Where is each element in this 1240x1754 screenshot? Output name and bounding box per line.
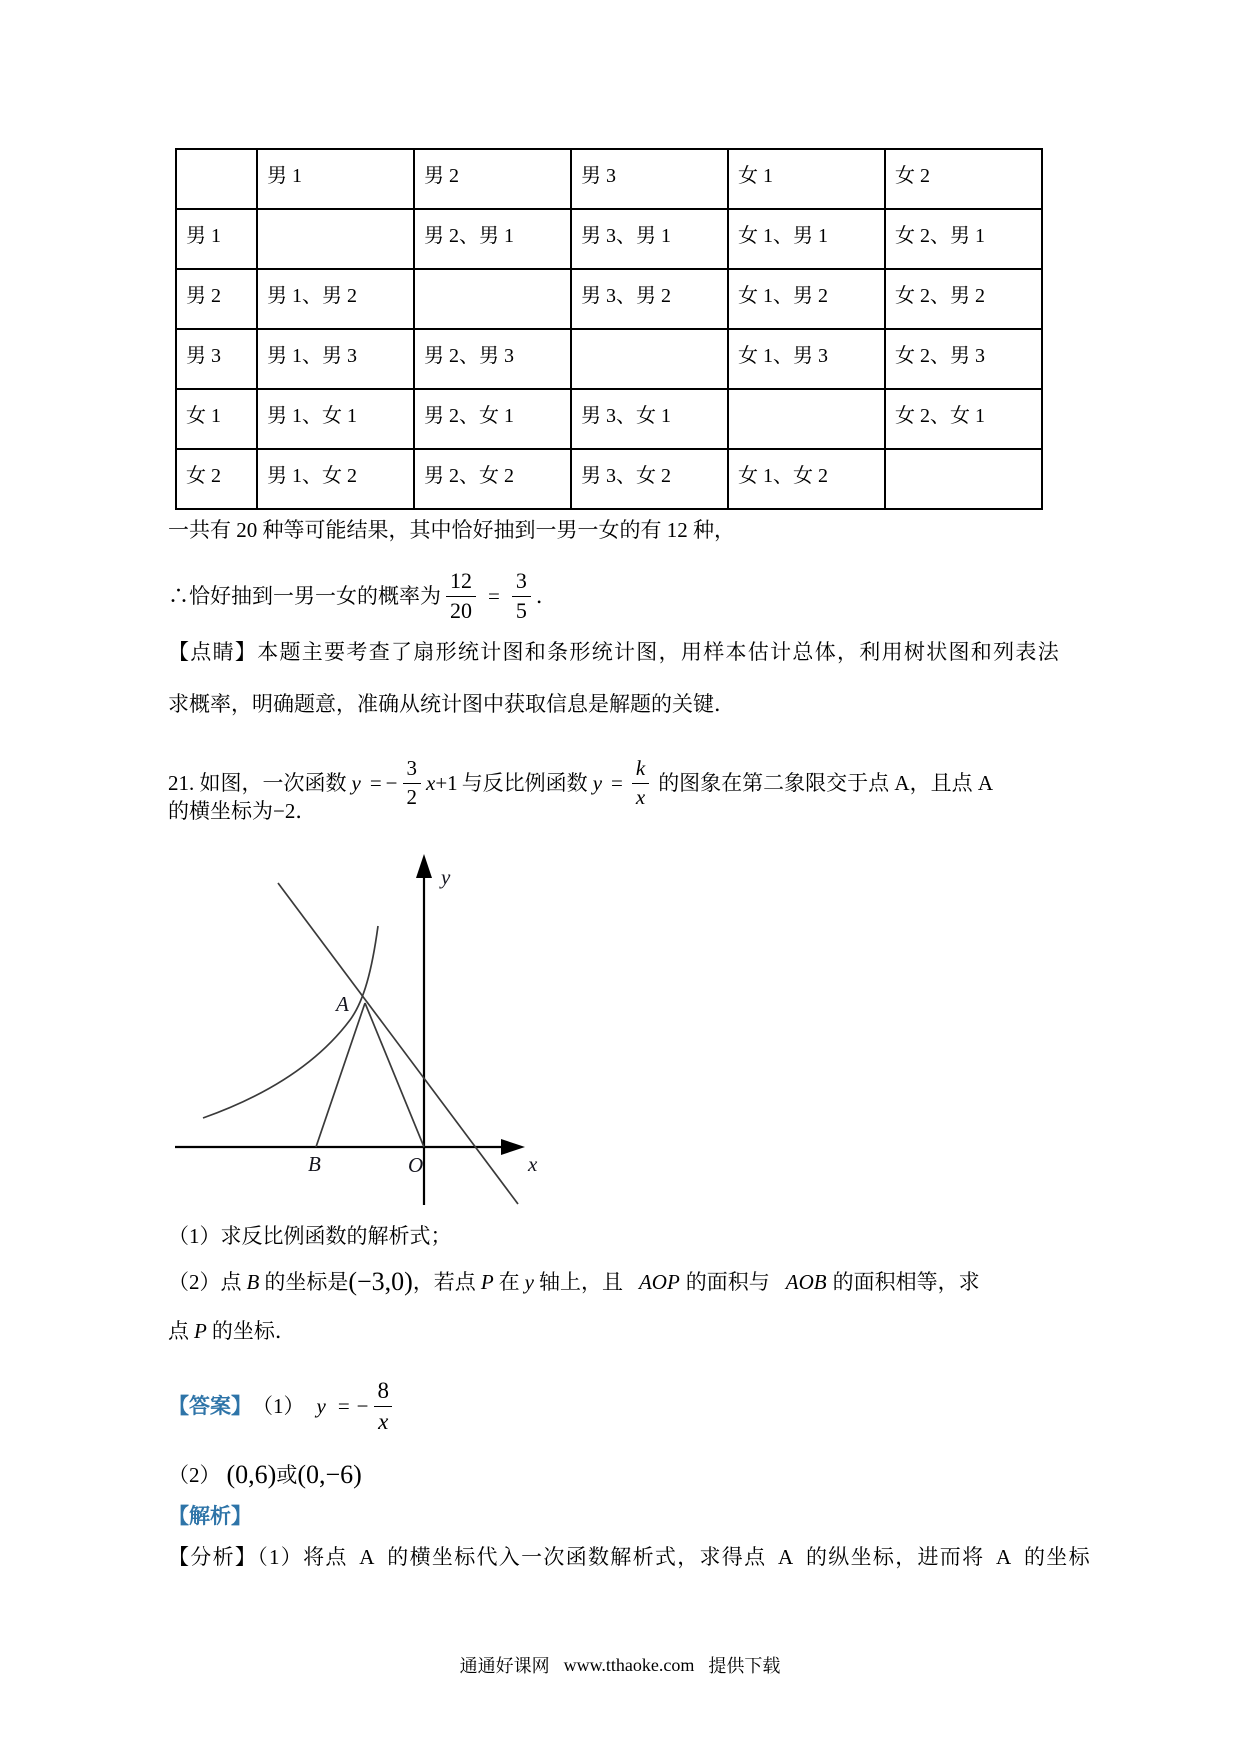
question-1: （1）求反比例函数的解析式； — [168, 1224, 452, 1248]
table-cell: 女 1、男 2 — [728, 269, 885, 329]
table-cell — [571, 329, 728, 389]
analysis-text: 的横坐标代入一次函数解析式，求得点 — [387, 1545, 767, 1569]
table-cell: 男 1、男 2 — [257, 269, 414, 329]
page-footer — [0, 1652, 1240, 1678]
suffix-text: 的图象在第二象限交于点 A，且点 A — [658, 771, 994, 795]
fraction-8-x — [374, 1378, 394, 1435]
or-text: 或 — [276, 1463, 298, 1487]
fraction-numerator: 3 — [406, 755, 418, 780]
fraction-numerator: 12 — [450, 567, 472, 593]
math-A: A — [359, 1545, 376, 1569]
point-B-label: B — [308, 1152, 321, 1176]
math-AOB: AOB — [785, 1270, 827, 1294]
y-axis-arrow-icon — [416, 854, 432, 878]
minus-sign: − — [356, 1394, 369, 1418]
fraction-k-x — [632, 757, 649, 809]
fraction-denominator: 20 — [446, 596, 476, 624]
q2-text: 点 — [168, 1319, 189, 1343]
period: ． — [535, 584, 557, 608]
table-cell — [176, 149, 257, 209]
function-graph — [165, 850, 557, 1221]
problem-21-line-2: 的横坐标为−2． — [168, 799, 317, 823]
table-cell: 男 3、女 1 — [571, 389, 728, 449]
segment-AO — [365, 1003, 424, 1147]
table-cell: 女 1 — [176, 389, 257, 449]
table-cell — [257, 209, 414, 269]
table-cell: 女 2 — [885, 149, 1042, 209]
fraction-denominator: 5 — [512, 596, 531, 624]
q2-text: 的坐标是 — [264, 1270, 349, 1294]
table-cell: 女 1、女 2 — [728, 449, 885, 509]
fraction-3-5 — [512, 569, 531, 623]
q2-text: ，若点 — [412, 1270, 476, 1294]
table-cell: 男 1 — [257, 149, 414, 209]
table-cell: 女 2 — [176, 449, 257, 509]
q2-text: 的坐标． — [211, 1319, 296, 1343]
table-cell: 男 3 — [176, 329, 257, 389]
equals-sign: = — [337, 1394, 350, 1418]
plus-one: +1 — [435, 771, 458, 795]
table-cell: 女 2、男 1 — [885, 209, 1042, 269]
hyperbola-curve — [203, 926, 378, 1118]
answer-item-number: （2） — [168, 1463, 221, 1487]
equals-sign: = — [369, 771, 382, 795]
fraction-3-2 — [403, 757, 422, 809]
table-cell: 女 1、男 3 — [728, 329, 885, 389]
table-cell: 女 1 — [728, 149, 885, 209]
answer-item-number: （1） — [252, 1394, 305, 1418]
segment-BA — [316, 1003, 365, 1147]
count-summary: 一共有 20 种等可能结果，其中恰好抽到一男一女的有 12 种， — [168, 518, 735, 542]
table-cell: 男 3 — [571, 149, 728, 209]
equals-sign: = — [611, 771, 623, 795]
analysis-text: 的纵坐标，进而将 — [806, 1545, 985, 1569]
mid-text: 与反比例函数 — [461, 771, 588, 795]
therefore-text: ∴恰好抽到一男一女的概率为 — [168, 584, 441, 608]
table-cell: 女 2、男 3 — [885, 329, 1042, 389]
table-row — [176, 209, 1042, 269]
equals-sign: = — [488, 584, 500, 608]
table-cell: 男 1、男 3 — [257, 329, 414, 389]
table-cell — [728, 389, 885, 449]
y-axis-label: y — [441, 865, 451, 889]
math-x: x — [426, 771, 436, 795]
table-header-row — [176, 149, 1042, 209]
math-y: y — [316, 1394, 326, 1418]
x-axis-arrow-icon — [501, 1139, 525, 1155]
table-cell: 男 2、男 3 — [414, 329, 571, 389]
table-cell — [414, 269, 571, 329]
note-line-1: 【点睛】本题主要考查了扇形统计图和条形统计图，用样本估计总体，利用树状图和列表法 — [168, 640, 1060, 664]
footer-suffix: 提供下载 — [708, 1656, 781, 1676]
table-cell: 男 2、女 1 — [414, 389, 571, 449]
math-y: y — [592, 771, 603, 795]
x-axis-label: x — [528, 1152, 538, 1176]
table-cell: 女 1、男 1 — [728, 209, 885, 269]
table-row — [176, 449, 1042, 509]
table-cell: 男 2 — [414, 149, 571, 209]
answer-label: 【答案】 — [168, 1394, 252, 1418]
question-2 — [168, 1260, 980, 1304]
note-line-2: 求概率，明确题意，准确从统计图中获取信息是解题的关键． — [168, 692, 735, 716]
table-cell: 女 2、女 1 — [885, 389, 1042, 449]
table-row — [176, 269, 1042, 329]
minus-sign: − — [385, 771, 398, 795]
table-cell: 男 1 — [176, 209, 257, 269]
table-cell: 女 2、男 2 — [885, 269, 1042, 329]
table-cell: 男 3、男 2 — [571, 269, 728, 329]
q2-text: （2）点 — [168, 1270, 242, 1294]
q2-text: 在 — [498, 1270, 520, 1294]
analysis-text: 的坐标 — [1024, 1545, 1091, 1569]
analysis-label: 【解析】 — [168, 1504, 252, 1528]
math-y: y — [524, 1270, 534, 1294]
math-AOP: AOP — [638, 1270, 680, 1294]
question-2-line-2 — [168, 1316, 296, 1346]
table-cell: 男 3、女 2 — [571, 449, 728, 509]
table-cell: 男 3、男 1 — [571, 209, 728, 269]
note-paragraph — [168, 626, 1088, 730]
fraction-12-20 — [446, 569, 476, 623]
analysis-section — [168, 1543, 1091, 1571]
fraction-denominator: x — [632, 783, 649, 810]
q2-text: 的面积相等，求 — [832, 1270, 980, 1294]
table-cell: 男 1、女 2 — [257, 449, 414, 509]
fraction-denominator: 2 — [403, 783, 422, 810]
q2-text: 轴上，且 — [538, 1270, 623, 1294]
fraction-denominator: x — [374, 1406, 392, 1435]
answer-section — [168, 1364, 398, 1448]
origin-label: O — [408, 1153, 424, 1177]
fraction-numerator: 8 — [377, 1377, 390, 1403]
math-P: P — [480, 1270, 494, 1294]
table-cell: 男 2、女 2 — [414, 449, 571, 509]
coordinate-tuple: (0,6) — [226, 1460, 277, 1489]
table-row — [176, 329, 1042, 389]
math-A: A — [995, 1545, 1013, 1569]
graph-svg — [165, 850, 557, 1216]
math-B: B — [246, 1270, 260, 1294]
math-P: P — [194, 1319, 207, 1343]
coordinate-tuple: (0,−6) — [297, 1460, 362, 1489]
table-cell: 男 2 — [176, 269, 257, 329]
analysis-text: 【分析】（1）将点 — [168, 1545, 348, 1569]
math-A: A — [777, 1545, 795, 1569]
math-y: y — [351, 771, 361, 795]
footer-url: www.tthaoke.com — [563, 1654, 695, 1675]
pairing-table — [175, 148, 1043, 510]
point-A-label: A — [336, 992, 349, 1016]
fraction-numerator: 3 — [515, 567, 527, 593]
footer-site-name: 通通好课网 — [459, 1656, 550, 1676]
problem-number-text: 21. 如图，一次函数 — [168, 771, 347, 795]
fraction-numerator: k — [635, 755, 646, 780]
table-row — [176, 389, 1042, 449]
q2-text: 的面积与 — [685, 1270, 770, 1294]
table-cell: 男 1、女 1 — [257, 389, 414, 449]
coordinate-tuple: (−3,0) — [348, 1267, 413, 1296]
table-cell — [885, 449, 1042, 509]
table-cell: 男 2、男 1 — [414, 209, 571, 269]
answer-item-2 — [168, 1452, 362, 1498]
